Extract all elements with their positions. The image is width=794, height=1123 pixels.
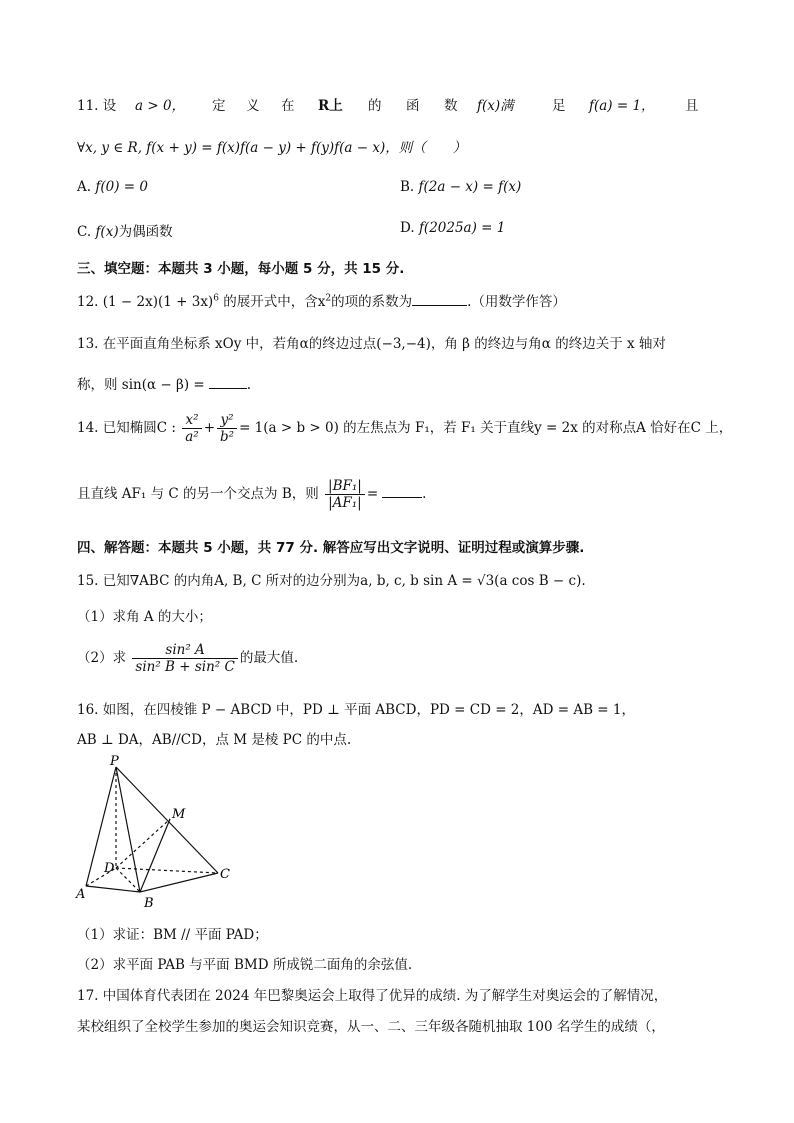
q16-line2: AB ⊥ DA，AB//CD，点 M 是棱 PC 的中点. (77, 732, 352, 748)
q11-option-b-label: B. (400, 179, 415, 195)
q11-fa: f(a) = 1， (589, 98, 655, 114)
q14-plus: + (203, 420, 216, 436)
q11-fx: f(x)满 (477, 98, 514, 114)
q11-word-yi: 义 (246, 98, 260, 114)
label-P: P (110, 755, 119, 769)
q14-line2-text: 且直线 AF₁ 与 C 的另一个交点为 B，则 (77, 486, 319, 502)
q11-word-shu: 数 (444, 98, 458, 114)
q11-option-c-expr: f(x) (95, 224, 119, 240)
q12-text-post: 的项的系数为 (331, 294, 413, 310)
q11-word-han: 函 (406, 98, 420, 114)
section-4-heading: 四、解答题：本题共 5 小题，共 77 分. 解答应写出文字说明、证明过程或演算步骤. (77, 540, 585, 556)
q11-option-d-label: D. (400, 220, 415, 236)
q14-line1 (77, 412, 732, 445)
q14-fraction-y (217, 412, 237, 445)
q13-text: 称，则 sin(α − β) = (77, 377, 205, 393)
q13-line1: 13. 在平面直角坐标系 xOy 中，若角α的终边过点(−3,−4)，角 β 的终边与角α 的终边关于 x 轴对 (77, 336, 666, 352)
edge-DM (116, 819, 170, 868)
section-3-heading: 三、填空题：本题共 3 小题，每小题 5 分，共 15 分. (77, 261, 405, 277)
q11-option-c (77, 220, 173, 240)
q17-line2: 某校组织了全校学生参加的奥运会知识竞赛，从一、二、三年级各随机抽取 100 名学生的成绩（， (77, 1019, 665, 1035)
q14-ratio-num: |BF₁| (325, 478, 365, 495)
q12-text-mid: 的展开式中，含x (218, 294, 326, 310)
q14-text-pre: 14. 已知椭圆C : (77, 420, 176, 436)
q11-option-c-text: 为偶函数 (118, 224, 173, 240)
q14-period: . (422, 486, 427, 502)
q14-fraction-x-den: a² (185, 429, 199, 445)
q11-option-a-label: A. (77, 179, 92, 195)
q11-word-ding: 定 (212, 98, 226, 114)
q11-word-de: 的 (368, 98, 382, 114)
q14-equals: = (366, 486, 379, 502)
q11-option-a (77, 179, 148, 195)
label-B: B (144, 896, 154, 911)
label-D: D (104, 861, 115, 876)
q12-text-tail: .（用数学作答） (467, 294, 566, 310)
q11-option-b-text: f(2a − x) = f(x) (418, 179, 522, 195)
q15-fraction-den: sin² B + sin² C (135, 659, 235, 675)
q12-answer-blank[interactable] (412, 304, 467, 306)
q11-word-zai: 在 (281, 98, 295, 114)
edge-BC (140, 873, 218, 892)
q14-answer-blank[interactable] (382, 496, 422, 498)
label-M: M (172, 807, 186, 822)
label-C: C (220, 867, 230, 882)
q14-line2 (77, 478, 426, 511)
edge-PC (116, 767, 218, 873)
edge-PB (116, 767, 140, 892)
q12-exponent: 6 (213, 293, 219, 304)
edge-AB (86, 886, 140, 892)
edge-DC (116, 868, 218, 873)
q15-part2-post: 的最大值. (239, 650, 299, 666)
q11-number: 11. 设 (77, 98, 117, 114)
q16-part1: （1）求证：BM // 平面 PAD； (77, 927, 268, 943)
q15-part2-pre: （2）求 (77, 650, 127, 666)
q17-line1: 17. 中国体育代表团在 2024 年巴黎奥运会上取得了优异的成绩. 为了解学生对奥运会的了解情况， (77, 988, 668, 1004)
q16-part2: （2）求平面 PAB 与平面 BMD 所成锐二面角的余弦值. (77, 957, 413, 973)
q11-line2: ∀x, y ∈ R, f(x + y) = f(x)f(a − y) + f(y)f(a − x)，则（ ） (77, 140, 467, 156)
q14-fraction-y-den: b² (220, 429, 235, 445)
q14-text-post: = 1(a > b > 0) 的左焦点为 F₁，若 F₁ 关于直线y = 2x 的对称点A 恰好在C 上， (239, 420, 733, 436)
q14-fraction-x (182, 412, 201, 445)
q11-word-qie: 且 (685, 98, 699, 114)
q13-line2 (77, 373, 251, 393)
q11-line1 (77, 94, 717, 114)
q14-fraction-y-num: y² (217, 412, 237, 429)
q13-period: . (246, 377, 251, 393)
q11-option-b (400, 179, 521, 195)
q11-option-c-label: C. (77, 224, 92, 240)
edge-BM (140, 819, 170, 892)
q15-part2 (77, 642, 298, 675)
q11-option-d-text: f(2025a) = 1 (418, 220, 506, 236)
q14-ratio (325, 478, 365, 511)
q11-word-zu: 足 (552, 98, 566, 114)
q14-ratio-den: |AF₁| (328, 495, 362, 511)
q13-answer-blank[interactable] (209, 387, 247, 389)
q12-exponent-2: 2 (325, 293, 332, 304)
q16-line1: 16. 如图，在四棱锥 P − ABCD 中，PD ⊥ 平面 ABCD，PD = CD = 2，AD = AB = 1， (77, 702, 636, 718)
q11-word-R: R上 (318, 98, 343, 114)
q11-option-a-text: f(0) = 0 (95, 179, 148, 195)
pyramid-figure (70, 755, 250, 915)
q11-option-d (400, 220, 505, 236)
q14-fraction-x-num: x² (182, 412, 201, 429)
q15-fraction (132, 642, 237, 675)
q12-expression: 12. (1 − 2x)(1 + 3x) (77, 294, 214, 310)
q11-condition-a: a > 0， (135, 98, 186, 114)
q15-part1: （1）求角 A 的大小； (77, 609, 212, 625)
q15-fraction-num: sin² A (132, 642, 237, 659)
label-A: A (76, 887, 86, 902)
q12 (77, 290, 566, 310)
q15-line1: 15. 已知∇ABC 的内角A, B, C 所对的边分别为a, b, c, b sin A = √3(a cos B − c). (77, 573, 586, 589)
